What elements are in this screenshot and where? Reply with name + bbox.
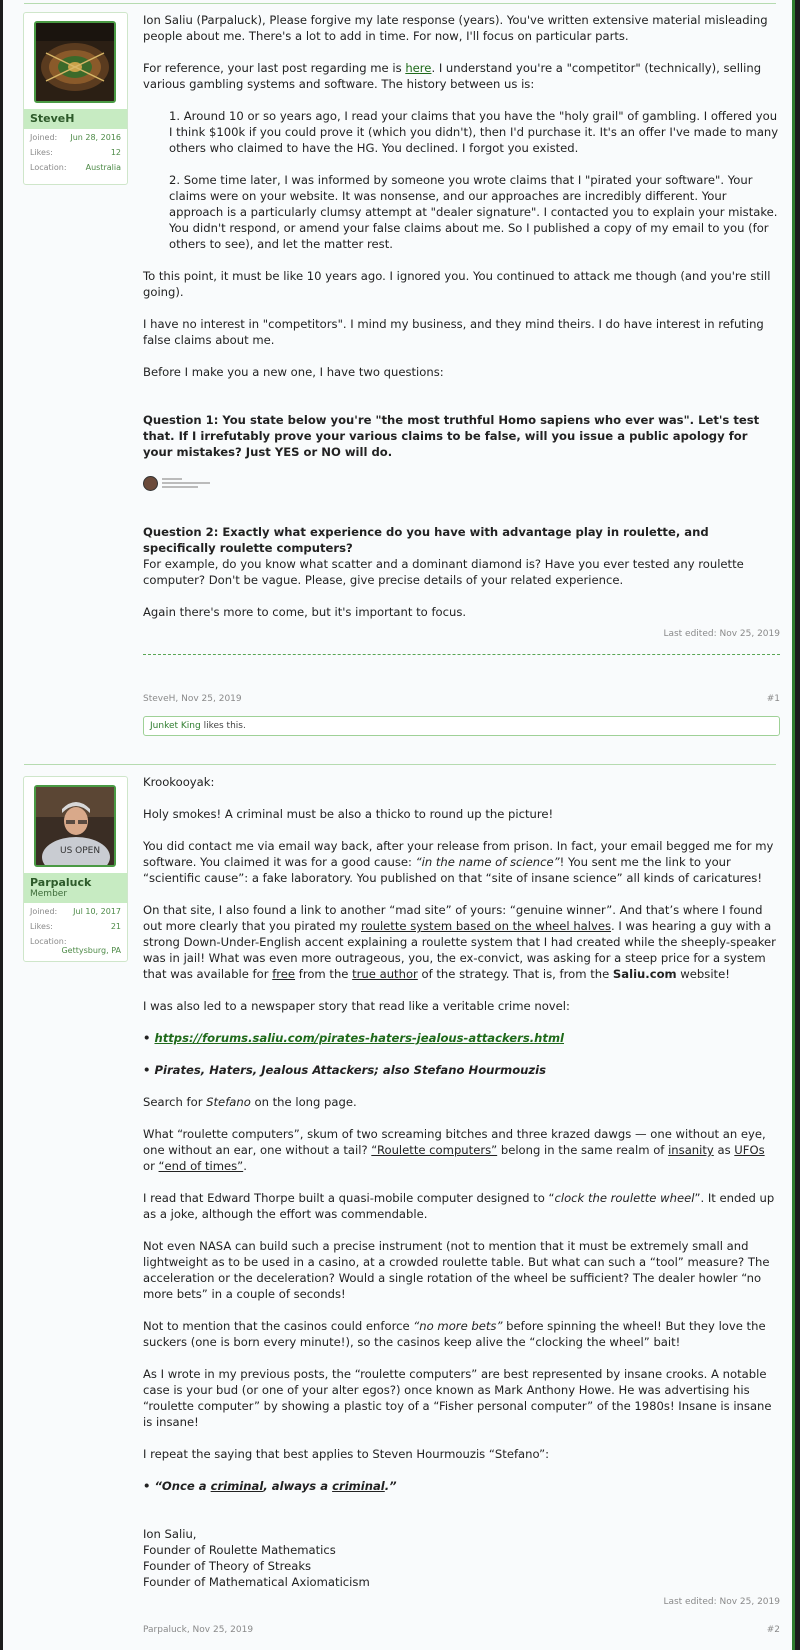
liker-link[interactable]: Junket King	[150, 721, 201, 731]
paragraph	[143, 1190, 780, 1222]
user-photo	[36, 787, 114, 865]
criminal-link[interactable]: criminal	[210, 1479, 264, 1493]
embedded-screenshot[interactable]	[143, 474, 780, 492]
text: .	[243, 1159, 247, 1173]
last-edited: Last edited: Nov 25, 2019	[663, 629, 780, 639]
thread-page	[3, 0, 795, 1650]
question-2: Question 2: Exactly what experience do you have with advantage play in roulette, and specifically roulette computers?	[143, 525, 709, 555]
quote-line	[143, 1478, 780, 1494]
username[interactable]: SteveH	[30, 112, 75, 125]
text: On that site, I also found a link to another “mad site” of yours: “genuine winner”. And that’s where I found out more clearly that you pirated my	[143, 903, 763, 933]
svg-text:US OPEN: US OPEN	[60, 846, 101, 856]
post-author-date[interactable]: Parpaluck, Nov 25, 2019	[143, 1625, 254, 1635]
text: from the	[295, 967, 353, 981]
text: • “Once a	[143, 1479, 211, 1493]
paragraph	[143, 902, 780, 982]
signature-line: Founder of Roulette Mathematics	[143, 1543, 336, 1557]
paragraph: As I wrote in my previous posts, the “roulette computers” are best represented by insane crooks. A notable case is your bud (or one of your alter egos?) once known as Mark Anthony Howe. He was advertising his “roulette computer” by showing a plastic toy of a “Fisher personal computer” of the 1980s! Insane is insane is insane!	[143, 1367, 772, 1429]
question-1: Question 1: You state below you're "the most truthful Homo sapiens who ever was". Let's test that. If I irrefutably prove your various claims to be false, will you issue a public apology for your mistakes? Just YES or NO will do.	[143, 413, 760, 459]
criminal-link[interactable]: criminal	[332, 1479, 385, 1493]
user-stats	[24, 903, 127, 961]
post-divider	[24, 764, 776, 765]
joined-value: Jul 10, 2017	[73, 907, 121, 916]
joined-label: Joined:	[30, 133, 58, 142]
text: What “roulette computers”, skum of two screaming bitches and three krazed dawgs — one without an eye, one without an ear, one without a tail?	[143, 1127, 766, 1157]
likes-text: likes this.	[200, 721, 246, 731]
text: For reference, your last post regarding me is	[143, 61, 406, 75]
paragraph: Holy smokes! A criminal must be also a thicko to round up the picture!	[143, 807, 554, 821]
text: website!	[676, 967, 730, 981]
list-item	[143, 1030, 780, 1046]
ufos-link[interactable]: UFOs	[734, 1143, 765, 1157]
post-meta	[143, 694, 780, 704]
roulette-computers-link[interactable]: “Roulette computers”	[371, 1143, 498, 1157]
avatar-thumbnail	[143, 476, 158, 491]
bullet-icon: •	[143, 1031, 151, 1045]
paragraph	[143, 60, 780, 92]
text: Pirates, Haters, Jealous Attackers; also Stefano Hourmouzis	[154, 1063, 547, 1077]
paragraph: Before I make you a new one, I have two questions:	[143, 365, 444, 379]
location-label: Location:	[30, 163, 67, 172]
true-author-link[interactable]: true author	[352, 967, 418, 981]
insanity-link[interactable]: insanity	[668, 1143, 714, 1157]
text: before spinning the wheel! But they love the suckers (one is born every minute!), so the casinos keep alive the “clocking the wheel” bait!	[143, 1319, 766, 1349]
wheel-halves-link[interactable]: roulette system based on the wheel halves	[361, 919, 612, 933]
post-permalink[interactable]: #1	[766, 694, 780, 704]
location-value[interactable]: Australia	[85, 163, 121, 172]
text-italic: “no more bets”	[413, 1319, 503, 1333]
signature-line: Founder of Theory of Streaks	[143, 1559, 312, 1573]
paragraph: Krookooyak:	[143, 775, 215, 789]
likes-value[interactable]: 21	[110, 922, 121, 931]
text-snippet	[162, 478, 210, 488]
paragraph: I have no interest in "competitors". I mind my business, and they mind theirs. I do have interest in refuting false claims about me.	[143, 317, 764, 347]
signature-line: Founder of Mathematical Axiomaticism	[143, 1575, 370, 1589]
paragraph: I was also led to a newspaper story that read like a veritable crime novel:	[143, 999, 570, 1013]
author-card-parpaluck	[23, 776, 128, 962]
paragraph	[143, 838, 780, 886]
text-italic: Stefano	[206, 1095, 251, 1109]
pirates-page-link[interactable]: https://forums.saliu.com/pirates-haters-jealous-attackers.html	[154, 1031, 565, 1045]
text: ”. It ended up as a joke, although the effort was commendable.	[143, 1191, 775, 1221]
paragraph: To this point, it must be like 10 years ago. I ignored you. You continued to attack me though (and you're still going).	[143, 269, 771, 299]
text: or	[143, 1159, 159, 1173]
location-label: Location:	[30, 937, 67, 946]
bullet-icon: •	[143, 1063, 151, 1077]
text: as	[713, 1143, 735, 1157]
signature-separator	[143, 654, 780, 655]
post-author-date[interactable]: SteveH, Nov 25, 2019	[143, 694, 242, 704]
here-link[interactable]: here	[405, 61, 432, 75]
text: . I was hearing a guy with a strong Down-Under-English accent explaining a roulette system that I had created while the sheeply-speaker was in jail! What was even more outrageous, you, the ex-convict, was asking for a steep price for a system that was available for	[143, 919, 776, 981]
text: ! You sent me the link to your “scientific cause”: a fake laboratory. You published on that “site of insane science” all kinds of caricatures!	[143, 855, 762, 885]
likes-value[interactable]: 12	[110, 148, 121, 157]
text: I read that Edward Thorpe built a quasi-mobile computer designed to “	[143, 1191, 555, 1205]
joined-label: Joined:	[30, 907, 58, 916]
avatar[interactable]	[34, 785, 116, 867]
post-permalink[interactable]: #2	[766, 1625, 780, 1635]
user-title: Member	[30, 889, 68, 899]
text: Not to mention that the casinos could enforce	[143, 1319, 414, 1333]
last-edited: Last edited: Nov 25, 2019	[663, 1597, 780, 1607]
paragraph	[143, 1126, 780, 1174]
list-item	[143, 1062, 780, 1078]
text: of the strategy. That is, from the	[417, 967, 613, 981]
username[interactable]: Parpaluck	[30, 876, 92, 889]
paragraph: I repeat the saying that best applies to Steven Hourmouzis “Stefano”:	[143, 1447, 550, 1461]
paragraph: For example, do you know what scatter and a dominant diamond is? Have you ever tested any roulette computer? Don't be vague. Please, give precise details of your related experience.	[143, 557, 744, 587]
paragraph: Not even NASA can build such a precise instrument (not to mention that it must be extremely small and lightweight as to be used in a casino, at a crowded roulette table. But what can such a “tool” measure? The acceleration or the deceleration? Would a single rotation of the wheel be sufficient? The dealer howler “no more bets” in a couple of seconds!	[143, 1239, 770, 1301]
paragraph: Again there's more to come, but it's important to focus.	[143, 605, 467, 619]
text: Search for	[143, 1095, 207, 1109]
roulette-wheel-image	[36, 23, 114, 101]
likes-label: Likes:	[30, 922, 53, 931]
text: You did contact me via email way back, after your release from prison. In fact, your email begged me for my software. You claimed it was for a good cause:	[143, 839, 774, 869]
text: , always a	[263, 1479, 333, 1493]
post-message-2	[143, 774, 780, 1610]
likes-summary	[143, 716, 780, 736]
likes-label: Likes:	[30, 148, 53, 157]
end-of-times-link[interactable]: “end of times”	[158, 1159, 244, 1173]
text-italic: “in the name of science”	[415, 855, 560, 869]
text: belong in the same realm of	[497, 1143, 669, 1157]
text: .”	[384, 1479, 397, 1493]
text-italic: clock the roulette wheel	[554, 1191, 695, 1205]
post-divider	[24, 3, 776, 4]
avatar[interactable]	[34, 21, 116, 103]
history-item-2: 2. Some time later, I was informed by someone you wrote claims that I "pirated your software". Your claims were on your website. It was nonsense, and our approaches are incredibly different. Your approach is a particularly clumsy attempt at "dealer signature". I contacted you to explain your mistake. You didn't respond, or amend your false claims about me. So I published a copy of my email to you (for others to see), and let the matter rest.	[169, 173, 778, 251]
paragraph	[143, 1318, 780, 1350]
author-card-steveh	[23, 12, 128, 185]
paragraph: Ion Saliu (Parpaluck), Please forgive my late response (years). You've written extensive material misleading people about me. There's a lot to add in time. For now, I'll focus on particular parts.	[143, 13, 768, 43]
location-value[interactable]: Gettysburg, PA	[61, 946, 121, 955]
text-bold: Saliu.com	[612, 967, 677, 981]
history-item-1: 1. Around 10 or so years ago, I read your claims that you have the "holy grail" of gambling. I offered you I think $100k if you could prove it (which you didn't), then I'd purchase it. It's an offer I've made to many others who claimed to have the HG. You declined. I forgot you existed.	[169, 109, 779, 155]
post-message-1	[143, 12, 780, 642]
text: on the long page.	[250, 1095, 357, 1109]
post-meta	[143, 1625, 780, 1635]
free-link[interactable]: free	[272, 967, 296, 981]
signature-line: Ion Saliu,	[143, 1527, 197, 1541]
joined-value: Jun 28, 2016	[70, 133, 121, 142]
text: . I understand you're a "competitor" (technically), selling various gambling systems and software. The history between us is:	[143, 61, 762, 91]
paragraph	[143, 1094, 780, 1110]
signature	[143, 1526, 780, 1590]
user-stats	[24, 129, 127, 184]
